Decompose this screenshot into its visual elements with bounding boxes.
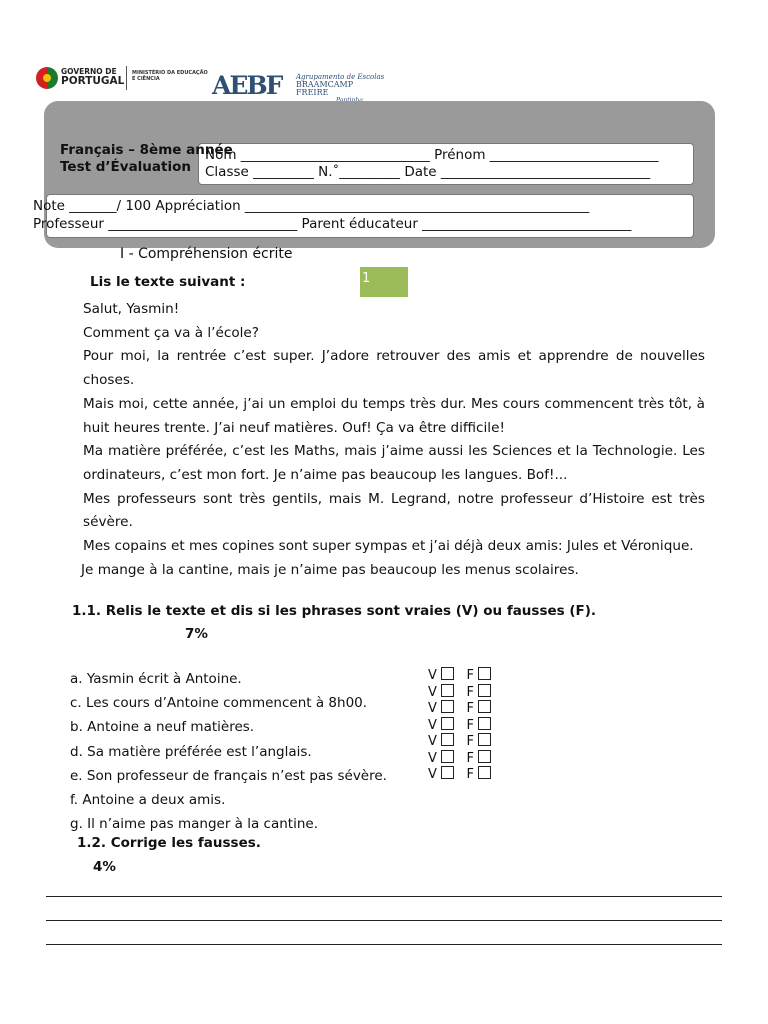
true-checkbox[interactable] [441, 733, 454, 746]
passage-paragraph: Ma matière préférée, c’est les Maths, mais j’aime aussi les Sciences et la Technologie. Les ordinateurs, c’est mon fort. Je n’aime pas beaucoup les langues. Bof!... [83, 443, 705, 483]
true-checkbox[interactable] [441, 700, 454, 713]
true-checkbox[interactable] [441, 667, 454, 680]
question-1-1-points: 7% [185, 626, 208, 642]
true-checkbox[interactable] [441, 750, 454, 763]
ministry-line2: E CIÊNCIA [132, 76, 160, 82]
test-title-line2: Test d’Évaluation [60, 159, 191, 175]
statement-item: c. Les cours d’Antoine commencent à 8h00. [70, 695, 368, 712]
false-checkbox[interactable] [478, 700, 491, 713]
logo-divider [126, 66, 127, 90]
true-checkbox[interactable] [441, 766, 454, 779]
aebf-line1: Agrupamento de Escolas [296, 73, 385, 81]
tf-row: V F [428, 750, 491, 767]
test-title-line1: Français – 8ème année [60, 142, 233, 158]
statement-item: a. Yasmin écrit à Antoine. [70, 671, 242, 687]
gov-line1: GOVERNO DE [61, 67, 117, 76]
tf-row: V F [428, 684, 491, 701]
question-number-box: 1 [360, 267, 408, 297]
tf-row: V F [428, 700, 491, 717]
passage-paragraph: Je mange à la cantine, mais je n’aime pas beaucoup les menus scolaires. [81, 561, 579, 578]
statement-item: d. Sa matière préférée est l’anglais. [70, 743, 312, 760]
passage-paragraph: Mes copains et mes copines sont super sympas et j’ai déjà deux amis: Jules et Véronique. [83, 538, 694, 555]
false-checkbox[interactable] [478, 717, 491, 730]
tf-row: V F [428, 733, 491, 750]
note-field-row[interactable]: Note _______/ 100 Appréciation ___________________________________________________ [33, 198, 590, 214]
reading-passage [83, 298, 705, 582]
true-checkbox[interactable] [441, 717, 454, 730]
class-field-row[interactable]: Classe _________ N.˚_________ Date _______________________________ [205, 164, 651, 180]
aebf-line2: BRAAMCAMP [296, 80, 354, 89]
tf-row: V F [428, 717, 491, 734]
passage-paragraph: Mais moi, cette année, j’ai un emploi du temps très dur. Mes cours commencent très tôt, à huit heures trente. J’ai neuf matières. Ouf! Ça va être difficile! [83, 395, 705, 436]
statement-list [70, 667, 387, 836]
section-title: I - Compréhension écrite [120, 246, 293, 262]
false-checkbox[interactable] [478, 667, 491, 680]
passage-paragraph: Comment ça va à l’école? [83, 324, 260, 341]
answer-line[interactable] [46, 920, 722, 921]
tf-row: V F [428, 667, 491, 684]
school-logo [212, 71, 392, 101]
false-checkbox[interactable] [478, 684, 491, 697]
question-1-2-title: 1.2. Corrige les fausses. [77, 835, 261, 851]
false-checkbox[interactable] [478, 766, 491, 779]
aebf-mark: AEBF [212, 71, 282, 100]
true-false-column [428, 667, 491, 783]
tf-row: V F [428, 766, 491, 783]
statement-item: e. Son professeur de français n’est pas sévère. [70, 767, 387, 784]
reading-instruction: Lis le texte suivant : [90, 274, 246, 290]
government-logo [36, 66, 206, 92]
portugal-emblem-icon [36, 67, 58, 89]
question-1-1-title: 1.1. Relis le texte et dis si les phrases sont vraies (V) ou fausses (F). [72, 603, 597, 619]
ministry-line1: MINISTÉRIO DA EDUCAÇÃO [132, 70, 208, 76]
professor-field-row[interactable]: Professeur ____________________________ Parent éducateur _______________________________ [33, 216, 632, 232]
name-field-row[interactable]: Nom ____________________________ Prénom _________________________ [205, 147, 659, 163]
passage-paragraph: Mes professeurs sont très gentils, mais M. Legrand, notre professeur d’Histoire est très sévère. [83, 490, 705, 531]
answer-line[interactable] [46, 944, 722, 945]
passage-paragraph: Pour moi, la rentrée c’est super. J’adore retrouver des amis et apprendre de nouvelles choses. [83, 348, 705, 389]
statement-item: b. Antoine a neuf matières. [70, 719, 255, 736]
true-checkbox[interactable] [441, 684, 454, 697]
gov-line2: PORTUGAL [61, 75, 125, 87]
false-checkbox[interactable] [478, 733, 491, 746]
aebf-line3: FREIRE [296, 88, 329, 97]
statement-item: g. Il n’aime pas manger à la cantine. [70, 816, 318, 833]
question-1-2-points: 4% [93, 859, 116, 875]
false-checkbox[interactable] [478, 750, 491, 763]
answer-line[interactable] [46, 896, 722, 897]
passage-paragraph: Salut, Yasmin! [83, 301, 180, 317]
statement-item: f. Antoine a deux amis. [70, 792, 226, 809]
